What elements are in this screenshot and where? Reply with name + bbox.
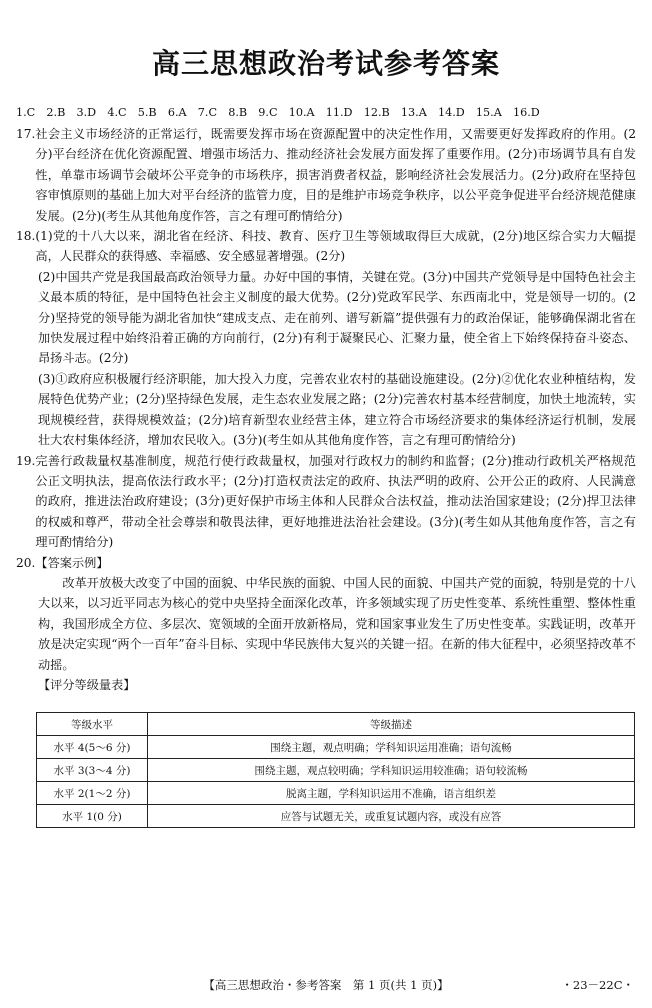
question-18 [16,226,636,267]
question-answer-part-3: (3)①政府应积极履行经济职能，加大投入力度，完善农业农村的基础设施建设。(2分)②优化农业种植结构，发展特色优势产业；(2分)坚持绿色发展，走生态农业发展之路；(2分)完善农村基本经营制度，加快土地流转，实现规模经营，获得规模效益；(2分)培育新型农业经营主体，建立符合市场经济要求的集体经济运行机制，发展壮大农村集体经济，增加农民收入。(3分)(考生如从其他角度作答，言之有理可酌情给分) [38,371,636,448]
page-footer: 【高三思想政治・参考答案 第 1 页(共 1 页)】 [203,978,449,992]
description-cell: 围绕主题，观点较明确；学科知识运用较准确；语句较流畅 [148,759,635,782]
question-answer-part-2: (2)中国共产党是我国最高政治领导力量。办好中国的事情，关键在党。(3分)中国共产党领导是中国特色社会主义最本质的特征，是中国特色社会主义制度的最大优势。(2分)党政军民学、东西南北中，党是领导一切的。(2分)坚持党的领导能为湖北省加快“建成支点、走在前列、谱写新篇”提供强有力的政治保证，能够确保湖北省在加快发展过程中始终沿着正确的方向前行，(2分)有利于凝聚民心、汇聚力量，使全省上下始终保持奋斗姿态、昂扬斗志。(2分) [38,269,636,366]
question-number: 19. [16,453,36,468]
answer-example-heading: 【答案示例】 [35,555,109,570]
question-number: 18. [16,229,36,244]
question-answer-text: 完善行政裁量权基准制度，规范行使行政裁量权，加强对行政权力的制约和监督；(2分)推动行政机关严格规范公正文明执法，提高依法行政水平；(2分)打造权责法定的政府、执法严明的政府、公开公正的政府、人民满意的政府，推进法治政府建设；(3分)更好保护市场主体和人民群众合法权益，推动法治国家建设；(2分)捍卫法律的权威和尊严，带动全社会尊崇和敬畏法律，更好地推进法治社会建设。(3分)(考生如从其他角度作答，言之有理可酌情给分) [35,453,636,550]
table-row [37,759,635,782]
question-number: 17. [16,127,36,141]
description-cell: 脱离主题，学科知识运用不准确，语言组织差 [148,782,635,805]
question-19 [16,451,636,553]
question-20 [16,553,636,573]
level-cell: 水平 4(5～6 分) [37,736,148,759]
multiple-choice-answers: 1.C 2.B 3.D 4.C 5.B 6.A 7.C 8.B 9.C 10.A 11.D 12.B 13.A 14.D 15.A 16.D [16,106,540,119]
level-cell: 水平 3(3～4 分) [37,759,148,782]
question-17 [16,124,636,226]
table-header-row [37,713,635,736]
answer-body [16,124,636,695]
question-answer-text: 社会主义市场经济的正常运行，既需要发挥市场在资源配置中的决定性作用，又需要更好发挥政府的作用。(2分)平台经济在优化资源配置、增强市场活力、推动经济社会发展方面发挥了重要作用。(2分)市场调节具有自发性，单靠市场调节会破坏公平竞争的市场秩序，损害消费者权益，影响经济社会发展活力。(2分)政府在坚持包容审慎原则的基础上加大对平台经济的监管力度，目的是维护市场竞争秩序，以公平竞争促进平台经济规范健康发展。(2分)(考生从其他角度作答，言之有理可酌情给分) [35,127,636,223]
table-row [37,782,635,805]
question-number: 20. [16,555,36,570]
rubric-heading: 【评分等级量表】 [38,677,136,692]
question-answer-part-1: (1)党的十八大以来，湖北省在经济、科技、教育、医疗卫生等领域取得巨大成就，(2分)地区综合实力大幅提高，人民群众的获得感、幸福感、安全感显著增强。(2分) [35,229,636,264]
answer-example-text: 改革开放极大改变了中国的面貌、中华民族的面貌、中国人民的面貌、中国共产党的面貌，特别是党的十八大以来，以习近平同志为核心的党中央坚持全面深化改革，许多领域实现了历史性变革、系统性重塑、整体性重构，我国形成全方位、多层次、宽领域的全面开放新格局，党和国家事业发生了历史性变革。实践证明，改革开放是决定实现“两个一百年”奋斗目标、实现中华民族伟大复兴的关键一招。在新的伟大征程中，必须坚持改革不动摇。 [38,575,636,672]
page-title: 高三思想政治考试参考答案 [151,47,500,80]
table-row [37,805,635,828]
column-header-description: 等级描述 [148,713,635,736]
grading-rubric-table [36,712,635,828]
description-cell: 应答与试题无关，或重复试题内容，或没有应答 [148,805,635,828]
description-cell: 围绕主题，观点明确；学科知识运用准确；语句流畅 [148,736,635,759]
column-header-level: 等级水平 [37,713,148,736]
level-cell: 水平 2(1～2 分) [37,782,148,805]
table-row [37,736,635,759]
level-cell: 水平 1(0 分) [37,805,148,828]
document-code: ・23－22C・ [561,978,634,992]
